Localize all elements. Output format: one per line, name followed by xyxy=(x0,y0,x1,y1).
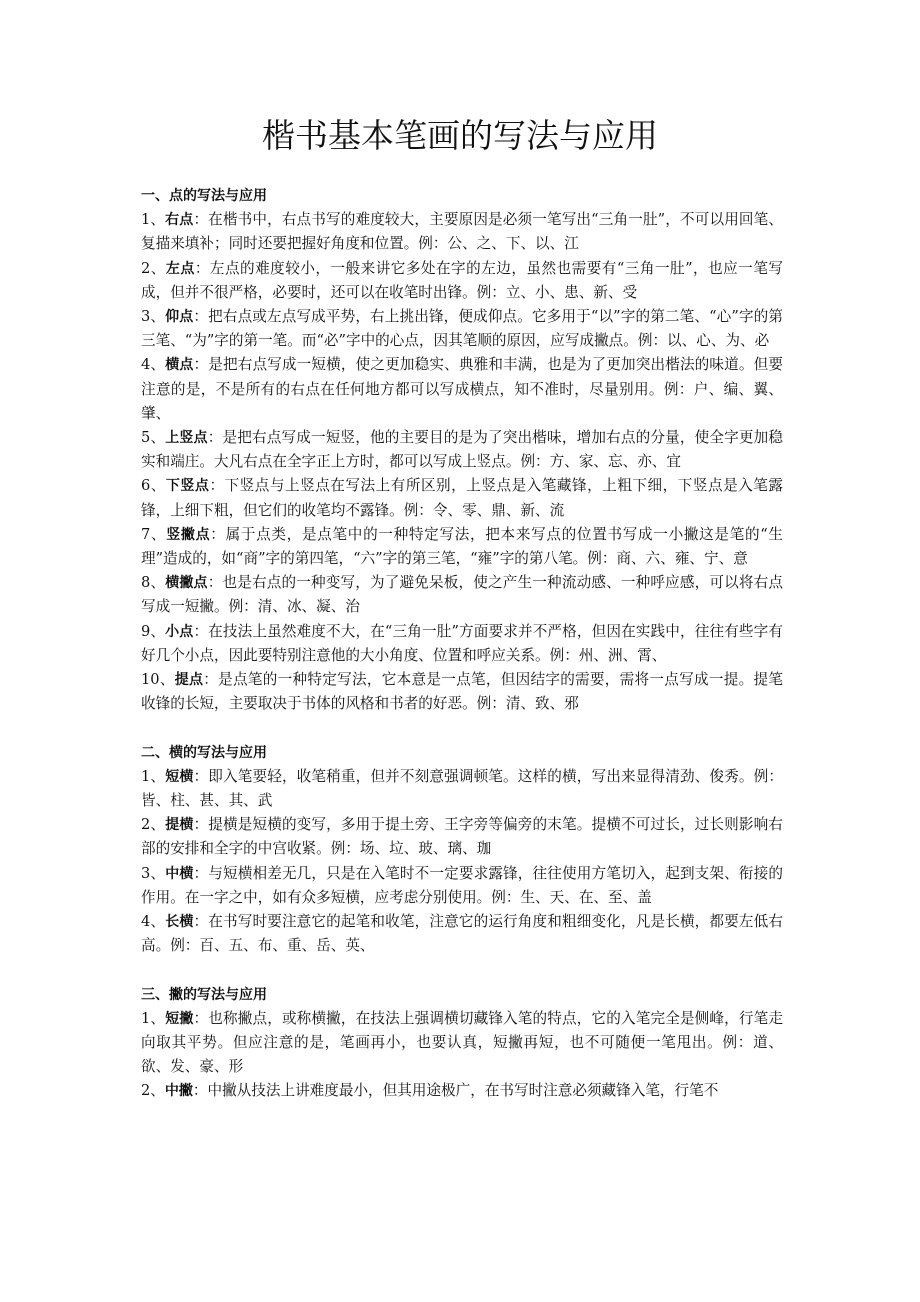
item-term: 中撇 xyxy=(164,1083,193,1100)
list-item xyxy=(141,208,783,256)
item-term: 下竖点 xyxy=(165,478,210,495)
list-item xyxy=(141,523,783,571)
list-item xyxy=(141,305,783,353)
item-text: 下竖点与上竖点在写法上有所区别，上竖点是入笔藏锋，上粗下细，下竖点是入笔露锋，上细下粗，但它们的收笔均不露锋。例：令、零、鼎、新、流 xyxy=(141,477,783,519)
item-term: 提横 xyxy=(165,817,194,834)
item-text: 中撇从技法上讲难度最小，但其用途极广，在书写时注意必须藏锋入笔，行笔不 xyxy=(207,1082,719,1100)
item-text: 是把右点写成一短竖，他的主要目的是为了突出楷味，增加右点的分量，使全字更加稳实和端庄。大凡右点在全字正上方时，都可以写成上竖点。例：方、家、忘、亦、宜 xyxy=(141,429,783,471)
item-number: 1、 xyxy=(141,767,166,785)
item-text: 在楷书中，右点书写的难度较大，主要原因是必须一笔写出“三角一肚”，不可以用回笔、复描来填补；同时还要把握好角度和位置。例：公、之、下、以、江 xyxy=(141,211,783,253)
section-spacer xyxy=(141,958,783,982)
item-term: 横撇点 xyxy=(165,575,208,592)
item-text: 在技法上虽然难度不大，在“三角一肚”方面要求并不严格，但因在实践中，往往有些字有好几个小点，因此要特别注意他的大小角度、位置和呼应关系。例：州、洲、霄、 xyxy=(141,622,783,664)
item-number: 3、 xyxy=(141,864,166,882)
item-separator: ： xyxy=(210,525,226,543)
item-term: 竖撇点 xyxy=(166,526,211,543)
item-number: 2、 xyxy=(141,816,166,834)
item-separator: ： xyxy=(193,1009,209,1027)
list-item xyxy=(141,1079,783,1103)
list-item xyxy=(141,910,783,958)
section-spacer xyxy=(141,716,783,740)
item-term: 左点 xyxy=(165,260,195,277)
item-number: 7、 xyxy=(141,525,167,543)
item-separator: ： xyxy=(193,211,209,229)
item-number: 9、 xyxy=(141,622,166,640)
item-term: 小点 xyxy=(165,623,194,640)
list-item xyxy=(141,813,783,861)
list-item xyxy=(141,862,783,910)
item-number: 10、 xyxy=(141,671,175,689)
item-separator: ： xyxy=(192,1082,208,1100)
section-horizontal xyxy=(141,741,783,959)
item-number: 1、 xyxy=(141,211,166,229)
item-term: 中横 xyxy=(165,865,194,882)
item-text: 左点的难度较小，一般来讲它多处在字的左边，虽然也需要有“三角一肚”，也应一笔写成，但并不很严格，必要时，还可以在收笔时出锋。例：立、小、患、新、受 xyxy=(141,259,783,301)
section-dots xyxy=(141,184,783,716)
list-item xyxy=(141,1007,783,1080)
item-number: 1、 xyxy=(141,1009,166,1027)
item-term: 上竖点 xyxy=(165,430,208,447)
item-separator: ： xyxy=(207,429,223,447)
item-number: 2、 xyxy=(141,1082,165,1100)
item-separator: ： xyxy=(193,622,209,640)
item-term: 提点 xyxy=(174,672,204,689)
list-item xyxy=(141,620,783,668)
list-item xyxy=(141,426,783,474)
item-term: 右点 xyxy=(165,212,194,229)
item-text: 把右点或左点写成平势，右上挑出锋，便成仰点。它多用于“以”字的第二笔、“心”字的第三笔、“为”字的第一笔。而“必”字中的心点，因其笔顺的原因，应写成撇点。例：以、心、为、必 xyxy=(141,308,783,350)
item-separator: ： xyxy=(207,574,223,592)
section-heading: 二、横的写法与应用 xyxy=(141,744,267,761)
item-separator: ： xyxy=(193,864,209,882)
item-text: 与短横相差无几，只是在入笔时不一定要求露锋，往往使用方笔切入，起到支架、衔接的作用。在一字之中，如有众多短横，应考虑分别使用。例：生、天、在、至、盖 xyxy=(141,864,783,906)
item-separator: ： xyxy=(193,913,209,931)
item-number: 4、 xyxy=(141,356,166,374)
item-number: 4、 xyxy=(141,913,166,931)
item-term: 短撇 xyxy=(165,1010,194,1027)
section-left-falling xyxy=(141,983,783,1104)
item-term: 横点 xyxy=(165,357,194,374)
item-text: 提横是短横的变写，多用于提土旁、王字旁等偏旁的末笔。提横不可过长，过长则影响右部的安排和全字的中宫收紧。例：场、垃、玻、璃、珈 xyxy=(141,816,783,858)
list-item xyxy=(141,571,783,619)
list-item xyxy=(141,668,783,716)
item-separator: ： xyxy=(193,356,209,374)
item-number: 8、 xyxy=(141,574,166,592)
document-body xyxy=(141,184,783,1104)
list-item xyxy=(141,765,783,813)
page-title: 楷书基本笔画的写法与应用 xyxy=(262,116,658,155)
section-heading: 三、撇的写法与应用 xyxy=(141,986,267,1003)
list-item xyxy=(141,474,783,522)
item-number: 6、 xyxy=(141,477,166,495)
item-text: 是把右点写成一短横，使之更加稳实、典雅和丰满，也是为了更加突出楷法的味道。但要注意的是，不是所有的右点在任何地方都可以写成横点，知不准时，尽量别用。例：户、编、翼、肇、 xyxy=(141,356,783,422)
item-number: 5、 xyxy=(141,429,166,447)
item-text: 是点笔的一种特定写法，它本意是一点笔，但因结字的需要，需将一点写成一提。提笔收锋的长短，主要取决于书体的风格和书者的好恶。例：清、致、邪 xyxy=(141,671,783,713)
item-term: 短横 xyxy=(165,768,194,785)
item-separator: ： xyxy=(194,259,210,277)
item-text: 在书写时要注意它的起笔和收笔，注意它的运行角度和粗细变化，凡是长横，都要左低右高。例：百、五、布、重、岳、英、 xyxy=(141,913,783,955)
item-text: 也称撇点，或称横撇，在技法上强调横切藏锋入笔的特点，它的入笔完全是侧峰，行笔走向取其平势。但应注意的是，笔画再小，也要认真，短撇再短，也不可随便一笔甩出。例：道、欲、发、豪、形 xyxy=(141,1009,783,1076)
list-item xyxy=(141,353,783,426)
section-heading: 一、点的写法与应用 xyxy=(141,188,267,204)
item-term: 仰点 xyxy=(165,309,194,325)
item-number: 3、 xyxy=(141,308,166,325)
item-separator: ： xyxy=(193,308,209,325)
item-separator: ： xyxy=(209,477,225,495)
item-separator: ： xyxy=(203,671,219,689)
item-number: 2、 xyxy=(141,259,166,277)
item-separator: ： xyxy=(193,767,209,785)
item-separator: ： xyxy=(193,816,209,834)
item-text: 即入笔要轻，收笔稍重，但并不刻意强调顿笔。这样的横，写出来显得清劲、俊秀。例：皆、柱、甚、其、武 xyxy=(141,767,783,810)
item-term: 长横 xyxy=(165,914,194,931)
item-text: 属于点类，是点笔中的一种特定写法，把本来写点的位置书写成一小撇这是笔的“生理”造成的，如“商”字的第四笔，“六”字的第三笔，“雍”字的第八笔。例：商、六、雍、宁、意 xyxy=(141,525,783,568)
list-item xyxy=(141,257,783,305)
item-text: 也是右点的一种变写，为了避免呆板，使之产生一种流动感、一种呼应感，可以将右点写成一短撇。例：清、冰、凝、治 xyxy=(141,574,783,616)
